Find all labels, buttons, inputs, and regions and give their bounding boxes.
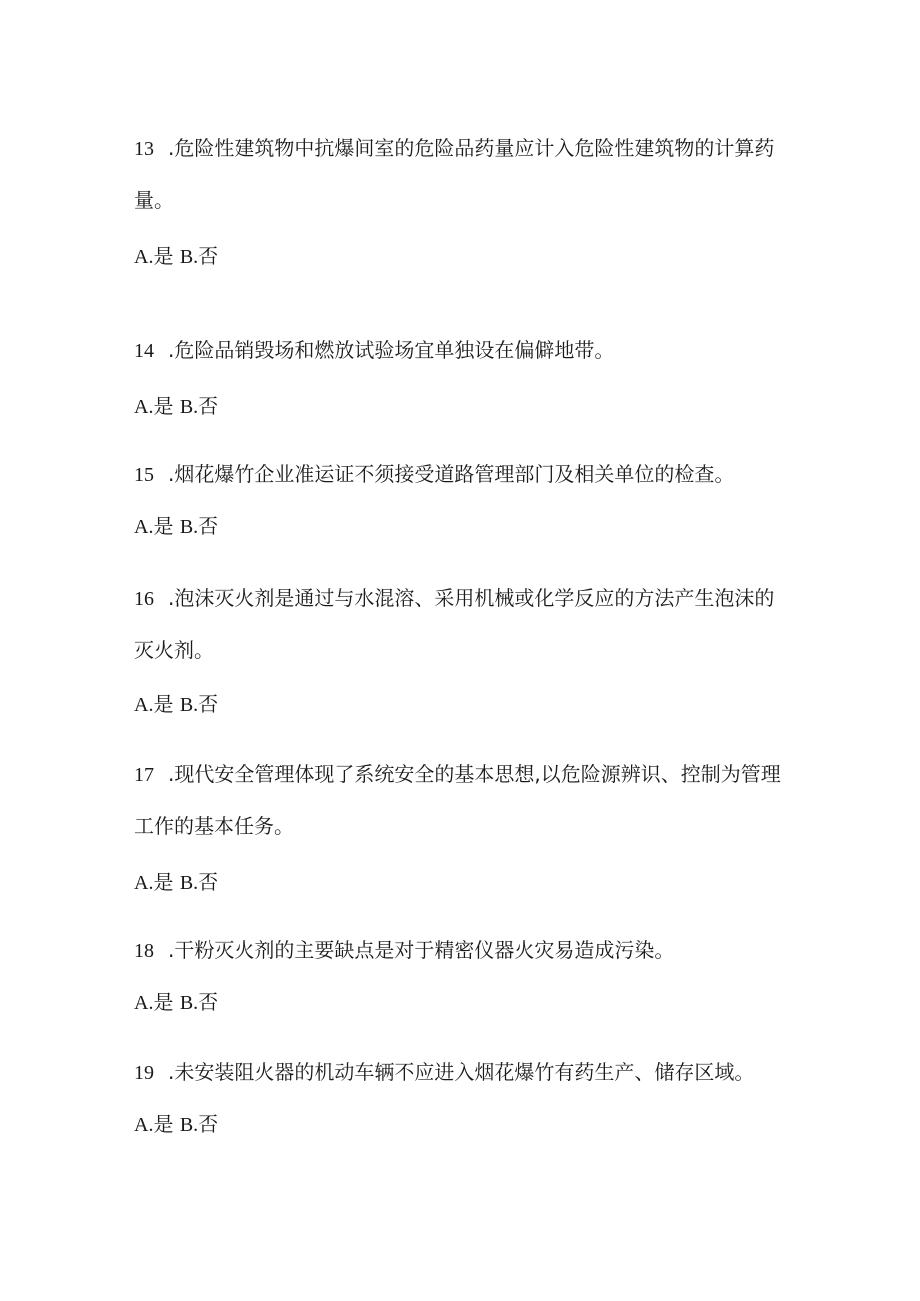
question-15-option-a-text: 是 bbox=[153, 514, 174, 538]
question-18-number: 18 bbox=[134, 940, 154, 962]
question-14-option-a-text: 是 bbox=[153, 394, 174, 418]
question-17-option-a-text: 是 bbox=[153, 870, 174, 894]
question-14-option-b-letter: B. bbox=[179, 396, 199, 418]
question-19-text-line-1: .未安装阻火器的机动车辆不应进入烟花爆竹有药生产、储存区域。 bbox=[168, 1060, 755, 1084]
question-13-option-b-text: 否 bbox=[198, 244, 219, 268]
question-14-line-1 bbox=[134, 338, 794, 363]
question-19-options bbox=[134, 1112, 218, 1137]
question-15-option-b-text: 否 bbox=[198, 514, 219, 538]
question-16-text-line-1: .泡沫灭火剂是通过与水混溶、采用机械或化学反应的方法产生泡沫的 bbox=[168, 586, 775, 610]
question-13-text-line-1: .危险性建筑物中抗爆间室的危险品药量应计入危险性建筑物的计算药 bbox=[168, 136, 775, 160]
question-16-text-line-2: 灭火剂。 bbox=[134, 638, 214, 662]
question-17-text-line-2: 工作的基本任务。 bbox=[134, 814, 294, 838]
question-16-line-1 bbox=[134, 586, 794, 611]
question-14-text-line-1: .危险品销毁场和燃放试验场宜单独设在偏僻地带。 bbox=[168, 338, 615, 362]
question-18-option-a-letter: A. bbox=[134, 992, 154, 1014]
question-15-options bbox=[134, 514, 218, 539]
question-16-options bbox=[134, 692, 218, 717]
question-17-option-b-text: 否 bbox=[198, 870, 219, 894]
question-15-option-b-letter: B. bbox=[179, 516, 199, 538]
question-14-options bbox=[134, 394, 218, 419]
question-15-text-line-1: .烟花爆竹企业准运证不须接受道路管理部门及相关单位的检查。 bbox=[168, 462, 735, 486]
question-17-option-b-letter: B. bbox=[179, 872, 199, 894]
question-19-option-a-text: 是 bbox=[153, 1112, 174, 1136]
question-19-line-1 bbox=[134, 1060, 794, 1085]
question-13-options bbox=[134, 244, 218, 269]
question-19-option-b-letter: B. bbox=[179, 1114, 199, 1136]
question-18-option-b-letter: B. bbox=[179, 992, 199, 1014]
question-16-option-b-letter: B. bbox=[179, 694, 199, 716]
question-18-text-line-1: .干粉灭火剂的主要缺点是对于精密仪器火灾易造成污染。 bbox=[168, 938, 675, 962]
question-13-option-a-text: 是 bbox=[153, 244, 174, 268]
question-16-option-b-text: 否 bbox=[198, 692, 219, 716]
question-14-option-a-letter: A. bbox=[134, 396, 154, 418]
question-15-number: 15 bbox=[134, 464, 154, 486]
question-16-number: 16 bbox=[134, 588, 154, 610]
question-13-option-a-letter: A. bbox=[134, 246, 154, 268]
question-15-line-1 bbox=[134, 462, 794, 487]
question-14-option-b-text: 否 bbox=[198, 394, 219, 418]
question-13-line-1 bbox=[134, 136, 794, 161]
question-18-option-a-text: 是 bbox=[153, 990, 174, 1014]
question-17-option-a-letter: A. bbox=[134, 872, 154, 894]
question-17-line-2 bbox=[134, 814, 794, 838]
question-18-line-1 bbox=[134, 938, 794, 963]
question-13-text-line-2: 量。 bbox=[134, 188, 174, 212]
question-18-option-b-text: 否 bbox=[198, 990, 219, 1014]
question-13-option-b-letter: B. bbox=[179, 246, 199, 268]
question-19-option-a-letter: A. bbox=[134, 1114, 154, 1136]
question-16-option-a-text: 是 bbox=[153, 692, 174, 716]
question-17-text-line-1: .现代安全管理体现了系统安全的基本思想,以危险源辨识、控制为管理 bbox=[168, 762, 781, 786]
question-16-line-2 bbox=[134, 638, 794, 662]
question-16-option-a-letter: A. bbox=[134, 694, 154, 716]
question-13-line-2 bbox=[134, 188, 794, 212]
question-19-number: 19 bbox=[134, 1062, 154, 1084]
question-19-option-b-text: 否 bbox=[198, 1112, 219, 1136]
question-13-number: 13 bbox=[134, 138, 154, 160]
question-17-number: 17 bbox=[134, 764, 154, 786]
question-17-options bbox=[134, 870, 218, 895]
question-18-options bbox=[134, 990, 218, 1015]
question-15-option-a-letter: A. bbox=[134, 516, 154, 538]
question-17-line-1 bbox=[134, 762, 794, 787]
question-14-number: 14 bbox=[134, 340, 154, 362]
